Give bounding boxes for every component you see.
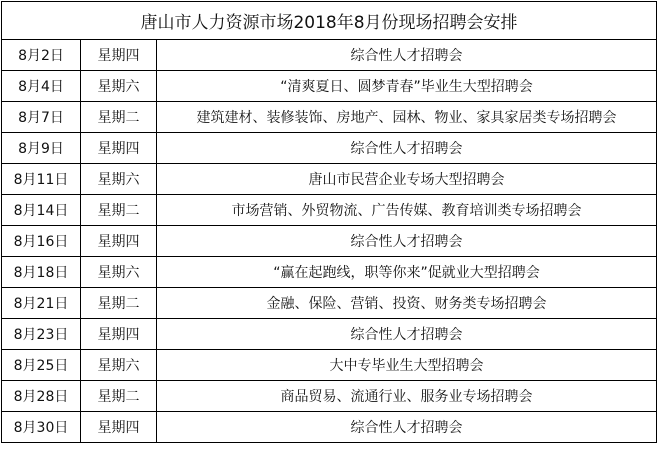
event-cell: 大中专毕业生大型招聘会	[157, 350, 657, 381]
weekday-cell: 星期四	[81, 319, 157, 350]
date-cell: 8月14日	[2, 195, 81, 226]
date-cell: 8月11日	[2, 164, 81, 195]
event-cell: 商品贸易、流通行业、服务业专场招聘会	[157, 381, 657, 412]
date-cell: 8月30日	[2, 412, 81, 443]
table-row	[2, 412, 657, 443]
weekday-cell: 星期二	[81, 195, 157, 226]
date-cell: 8月21日	[2, 288, 81, 319]
weekday-cell: 星期六	[81, 71, 157, 102]
table-row	[2, 257, 657, 288]
schedule-rows	[2, 40, 657, 443]
date-cell: 8月7日	[2, 102, 81, 133]
date-cell: 8月25日	[2, 350, 81, 381]
table-row	[2, 164, 657, 195]
event-cell: “赢在起跑线，职等你来”促就业大型招聘会	[157, 257, 657, 288]
event-cell: 唐山市民营企业专场大型招聘会	[157, 164, 657, 195]
date-cell: 8月28日	[2, 381, 81, 412]
event-cell: 综合性人才招聘会	[157, 412, 657, 443]
weekday-cell: 星期六	[81, 350, 157, 381]
weekday-cell: 星期二	[81, 381, 157, 412]
table-row	[2, 40, 657, 71]
table-row	[2, 195, 657, 226]
job-fair-schedule-table	[1, 1, 657, 443]
table-row	[2, 319, 657, 350]
event-cell: 综合性人才招聘会	[157, 319, 657, 350]
event-cell: 建筑建材、装修装饰、房地产、园林、物业、家具家居类专场招聘会	[157, 102, 657, 133]
event-cell: 综合性人才招聘会	[157, 133, 657, 164]
event-cell: 综合性人才招聘会	[157, 40, 657, 71]
date-cell: 8月23日	[2, 319, 81, 350]
weekday-cell: 星期六	[81, 164, 157, 195]
weekday-cell: 星期四	[81, 40, 157, 71]
event-cell: 市场营销、外贸物流、广告传媒、教育培训类专场招聘会	[157, 195, 657, 226]
schedule-document	[0, 1, 656, 468]
date-cell: 8月16日	[2, 226, 81, 257]
date-cell: 8月2日	[2, 40, 81, 71]
table-row	[2, 102, 657, 133]
weekday-cell: 星期二	[81, 102, 157, 133]
table-row	[2, 226, 657, 257]
table-row	[2, 288, 657, 319]
table-title: 唐山市人力资源市场2018年8月份现场招聘会安排	[2, 2, 657, 40]
table-row	[2, 350, 657, 381]
weekday-cell: 星期六	[81, 257, 157, 288]
weekday-cell: 星期四	[81, 133, 157, 164]
event-cell: “清爽夏日、圆梦青春”毕业生大型招聘会	[157, 71, 657, 102]
table-row	[2, 133, 657, 164]
weekday-cell: 星期四	[81, 226, 157, 257]
table-row	[2, 381, 657, 412]
date-cell: 8月4日	[2, 71, 81, 102]
weekday-cell: 星期二	[81, 288, 157, 319]
date-cell: 8月9日	[2, 133, 81, 164]
event-cell: 金融、保险、营销、投资、财务类专场招聘会	[157, 288, 657, 319]
event-cell: 综合性人才招聘会	[157, 226, 657, 257]
table-row	[2, 71, 657, 102]
date-cell: 8月18日	[2, 257, 81, 288]
weekday-cell: 星期四	[81, 412, 157, 443]
